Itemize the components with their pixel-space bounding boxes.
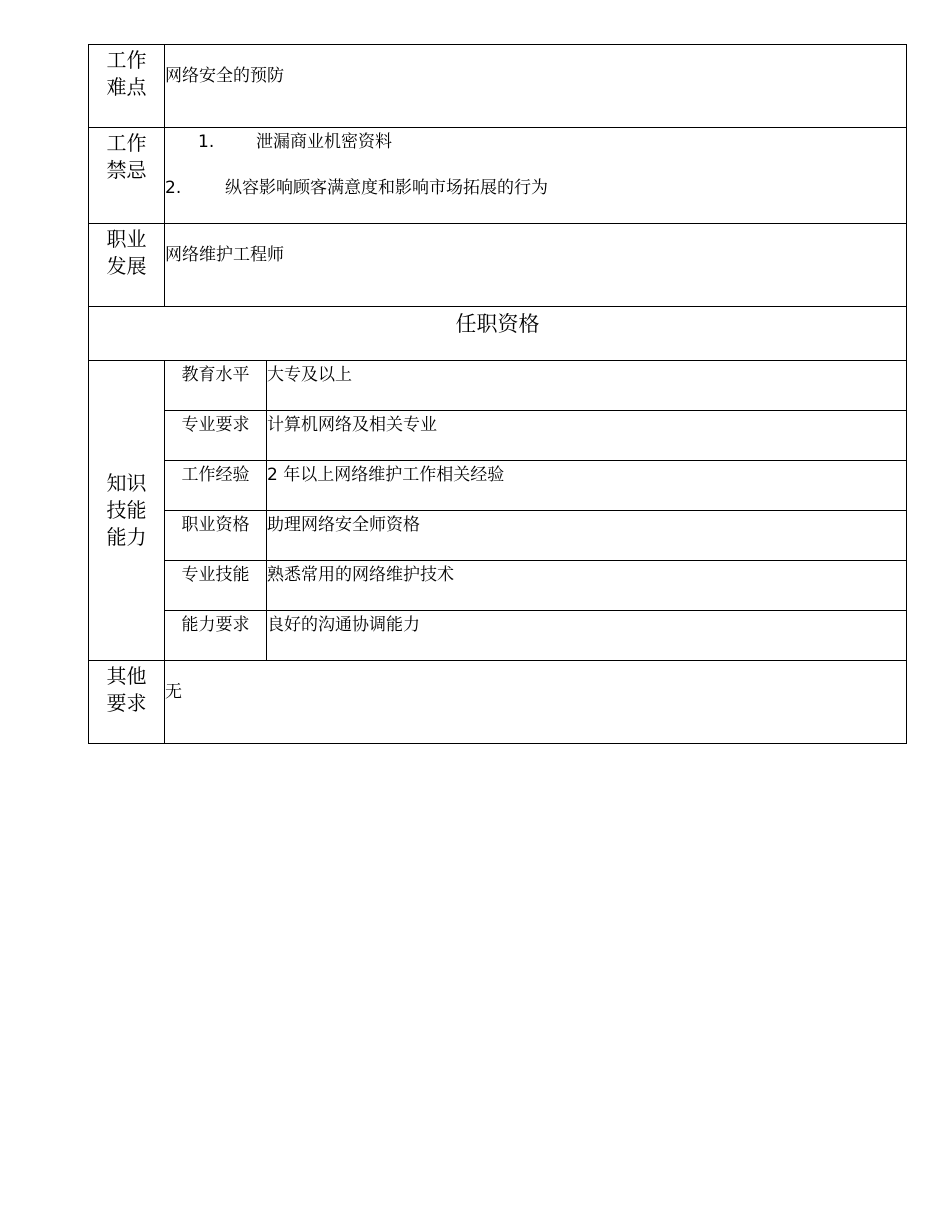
other-requirements-text: 无 — [165, 682, 182, 702]
label-work-taboo-line1: 工作 — [106, 131, 147, 155]
sub-label-experience: 工作经验 — [165, 461, 267, 511]
sub-value-experience: 2 年以上网络维护工作相关经验 — [267, 461, 907, 511]
sub-label-education: 教育水平 — [165, 361, 267, 411]
sub-value-major: 计算机网络及相关专业 — [267, 411, 907, 461]
label-knowledge-line3: 能力 — [106, 525, 147, 549]
taboo-item-2 — [165, 153, 906, 199]
label-career-development — [89, 224, 165, 307]
work-difficulty-text: 网络安全的预防 — [165, 66, 284, 86]
taboo-list — [165, 128, 906, 199]
row-certification — [89, 511, 907, 561]
label-knowledge-skills — [89, 361, 165, 661]
job-description-table — [88, 44, 907, 744]
sub-label-ability: 能力要求 — [165, 611, 267, 661]
label-work-taboo — [89, 128, 165, 224]
sub-label-certification: 职业资格 — [165, 511, 267, 561]
taboo-item-2-text: 纵容影响顾客满意度和影响市场拓展的行为 — [225, 178, 548, 198]
row-education — [89, 361, 907, 411]
row-experience — [89, 461, 907, 511]
sub-value-certification: 助理网络安全师资格 — [267, 511, 907, 561]
taboo-item-1 — [165, 128, 906, 153]
label-knowledge-line1: 知识 — [106, 471, 147, 495]
row-career-development — [89, 224, 907, 307]
content-career-development — [165, 224, 907, 307]
row-major — [89, 411, 907, 461]
sub-label-major: 专业要求 — [165, 411, 267, 461]
row-work-difficulty — [89, 45, 907, 128]
sub-value-ability: 良好的沟通协调能力 — [267, 611, 907, 661]
taboo-item-1-text: 泄漏商业机密资料 — [256, 132, 392, 152]
taboo-item-1-number: 1. — [198, 132, 215, 152]
row-professional-skills — [89, 561, 907, 611]
label-career-line1: 职业 — [106, 227, 147, 251]
sub-label-professional-skills: 专业技能 — [165, 561, 267, 611]
label-work-difficulty-line1: 工作 — [106, 48, 147, 72]
qualification-section-title: 任职资格 — [89, 307, 907, 361]
label-knowledge-line2: 技能 — [106, 498, 147, 522]
label-other-line1: 其他 — [106, 664, 147, 688]
label-other-line2: 要求 — [106, 691, 147, 715]
row-other-requirements — [89, 661, 907, 744]
row-ability — [89, 611, 907, 661]
content-work-difficulty — [165, 45, 907, 128]
label-career-line2: 发展 — [106, 254, 147, 278]
label-other-requirements — [89, 661, 165, 744]
row-work-taboo — [89, 128, 907, 224]
career-development-text: 网络维护工程师 — [165, 245, 284, 265]
taboo-item-2-number: 2. — [165, 178, 182, 198]
sub-value-professional-skills: 熟悉常用的网络维护技术 — [267, 561, 907, 611]
row-qualification-header — [89, 307, 907, 361]
content-other-requirements — [165, 661, 907, 744]
label-work-difficulty — [89, 45, 165, 128]
label-work-difficulty-line2: 难点 — [106, 75, 147, 99]
sub-value-education: 大专及以上 — [267, 361, 907, 411]
content-work-taboo — [165, 128, 907, 224]
label-work-taboo-line2: 禁忌 — [106, 158, 147, 182]
